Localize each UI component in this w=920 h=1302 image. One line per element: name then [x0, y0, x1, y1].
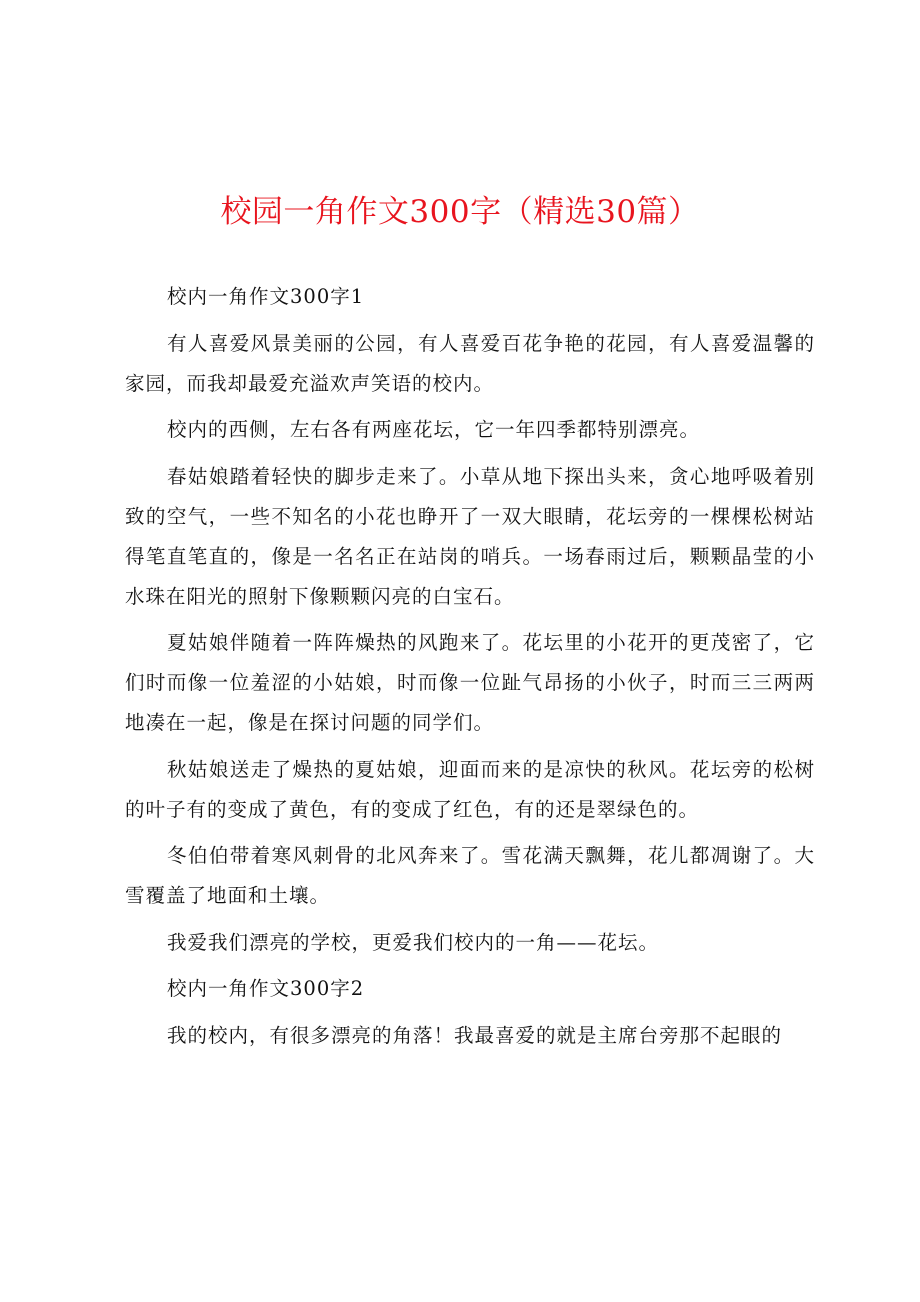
paragraph: 秋姑娘送走了燥热的夏姑娘，迎面而来的是凉快的秋风。花坛旁的松树的叶子有的变成了黄色，有的变成了红色，有的还是翠绿色的。	[125, 757, 815, 821]
paragraph: 有人喜爱风景美丽的公园，有人喜爱百花争艳的花园，有人喜爱温馨的家园，而我却最爱充溢欢声笑语的校内。	[125, 331, 815, 395]
paragraph: 春姑娘踏着轻快的脚步走来了。小草从地下探出头来，贪心地呼吸着别致的空气，一些不知名的小花也睁开了一双大眼睛，花坛旁的一棵棵松树站得笔直笔直的，像是一名名正在站岗的哨兵。一场春雨过后，颗颗晶莹的小水珠在阳光的照射下像颗颗闪亮的白宝石。	[125, 464, 815, 608]
section-heading-2: 校内一角作文300字2	[167, 977, 365, 1000]
paragraph: 冬伯伯带着寒风刺骨的北风奔来了。雪花满天飘舞，花儿都凋谢了。大雪覆盖了地面和土壤。	[125, 844, 815, 907]
paragraph: 夏姑娘伴随着一阵阵燥热的风跑来了。花坛里的小花开的更茂密了，它们时而像一位羞涩的小姑娘，时而像一位趾气昂扬的小伙子，时而三三两两地凑在一起，像是在探讨问题的同学们。	[125, 631, 815, 734]
paragraph: 我的校内，有很多漂亮的角落！我最喜爱的就是主席台旁那不起眼的	[167, 1023, 783, 1047]
section-heading-1: 校内一角作文300字1	[167, 285, 365, 308]
paragraph: 校内的西侧，左右各有两座花坛，它一年四季都特别漂亮。	[167, 418, 701, 441]
paragraph: 我爱我们漂亮的学校，更爱我们校内的一角——花坛。	[167, 930, 660, 954]
document-body	[125, 277, 815, 1062]
document-title: 校园一角作文300字（精选30篇）	[220, 194, 700, 230]
